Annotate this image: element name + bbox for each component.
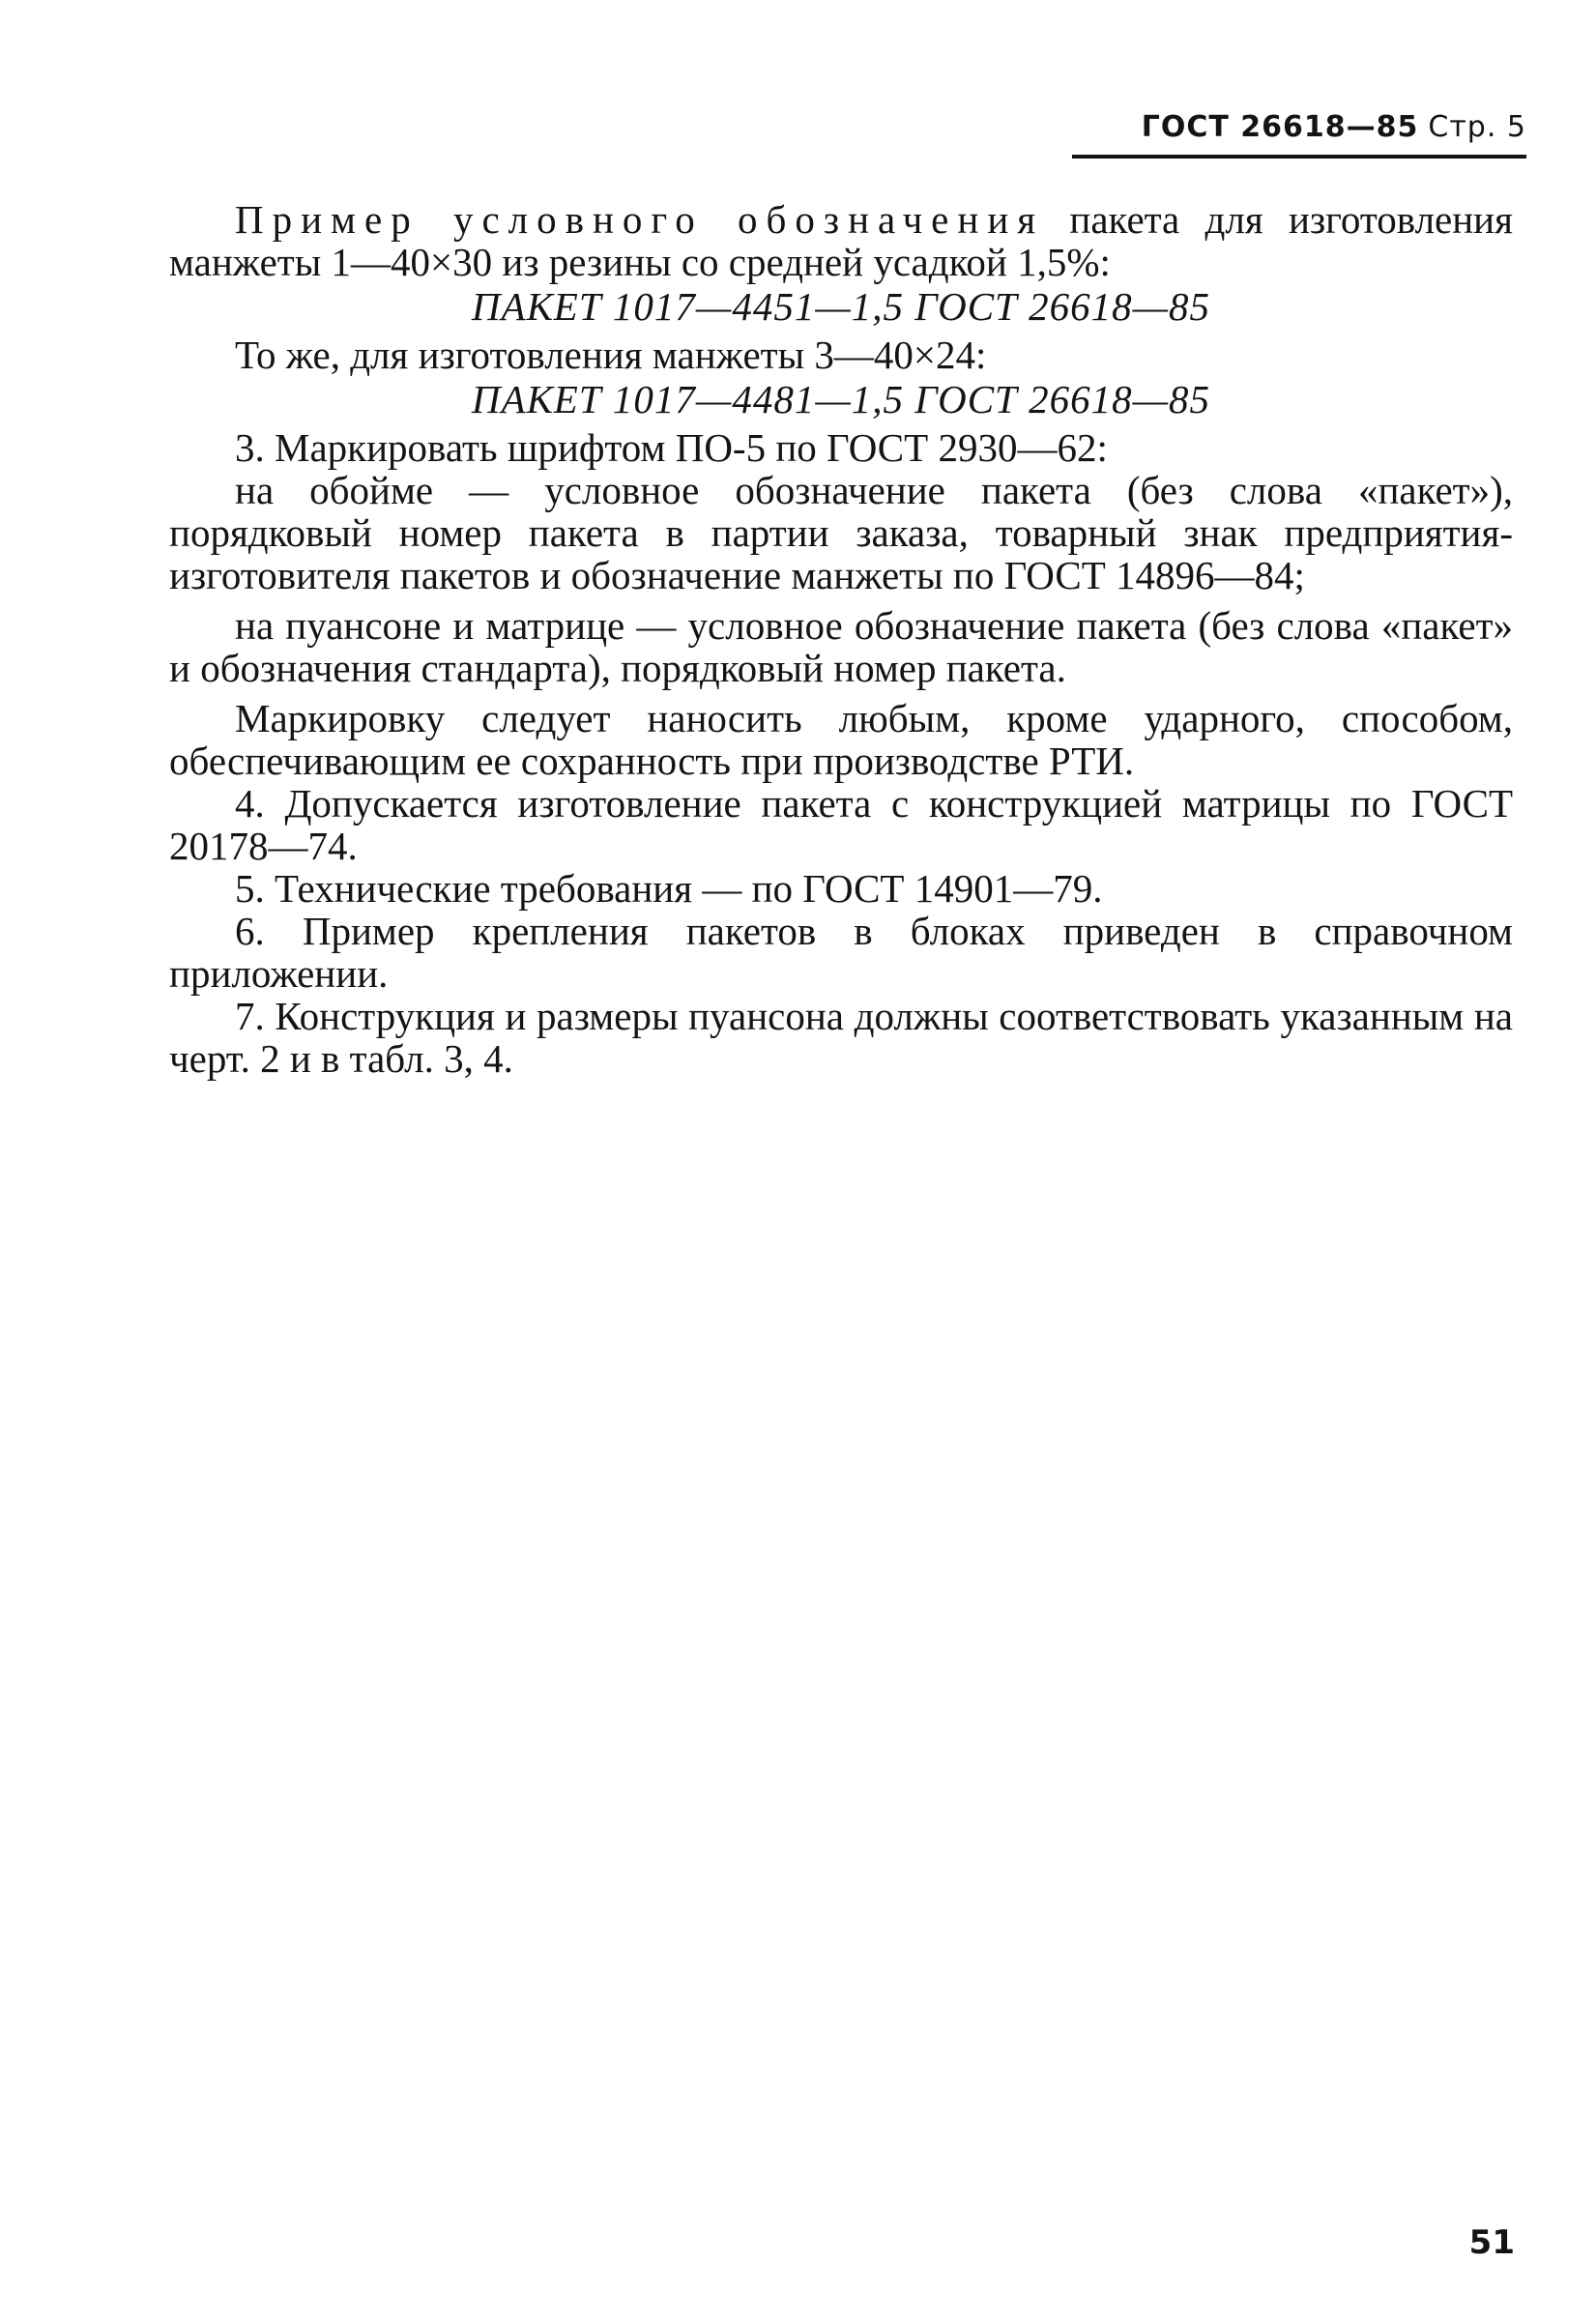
example-heading: Пример условного обозначения bbox=[235, 197, 1045, 242]
item-3-marking-method: Маркировку следует наносить любым, кроме ударного, способом, обеспечивающим ее сохранность при производстве РТИ. bbox=[169, 696, 1513, 783]
designation-example-1: ПАКЕТ 1017—4451—1,5 ГОСТ 26618—85 bbox=[471, 284, 1211, 329]
item-3-punch-marking: на пуансоне и матрице — условное обозначение пакета (без слова «пакет» и обозначения стандарта), порядковый номер пакета. bbox=[169, 603, 1513, 690]
item-6: 6. Пример крепления пакетов в блоках приведен в справочном приложении. bbox=[169, 909, 1513, 996]
item-5: 5. Технические требования — по ГОСТ 14901—79. bbox=[235, 866, 1103, 911]
item-3-holder-marking: на обойме — условное обозначение пакета (без слова «пакет»), порядковый номер пакета в партии заказа, товарный знак предприятия-изготовителя пакетов и обозначение манжеты по ГОСТ 14896—84; bbox=[169, 468, 1513, 597]
designation-example-2: ПАКЕТ 1017—4481—1,5 ГОСТ 26618—85 bbox=[471, 377, 1211, 421]
page-label: Стр. 5 bbox=[1428, 110, 1526, 144]
page-number: 51 bbox=[1468, 2223, 1515, 2262]
example-paragraph-1 bbox=[169, 198, 1513, 283]
item-7: 7. Конструкция и размеры пуансона должны соответствовать указанным на черт. 2 и в табл. 3, 4. bbox=[169, 994, 1513, 1081]
example-text: пакета для изготовления манжеты 1—40×30 из резины со средней усадкой 1,5%: bbox=[169, 197, 1513, 284]
item-4: 4. Допускается изготовление пакета с конструкцией матрицы по ГОСТ 20178—74. bbox=[169, 781, 1513, 868]
example-paragraph-2: То же, для изготовления манжеты 3—40×24: bbox=[235, 333, 987, 377]
item-3: 3. Маркировать шрифтом ПО-5 по ГОСТ 2930—62: bbox=[235, 425, 1108, 470]
page-body bbox=[169, 198, 1513, 1080]
running-header bbox=[1072, 108, 1526, 159]
document-id: ГОСТ 26618—85 bbox=[1141, 110, 1419, 144]
